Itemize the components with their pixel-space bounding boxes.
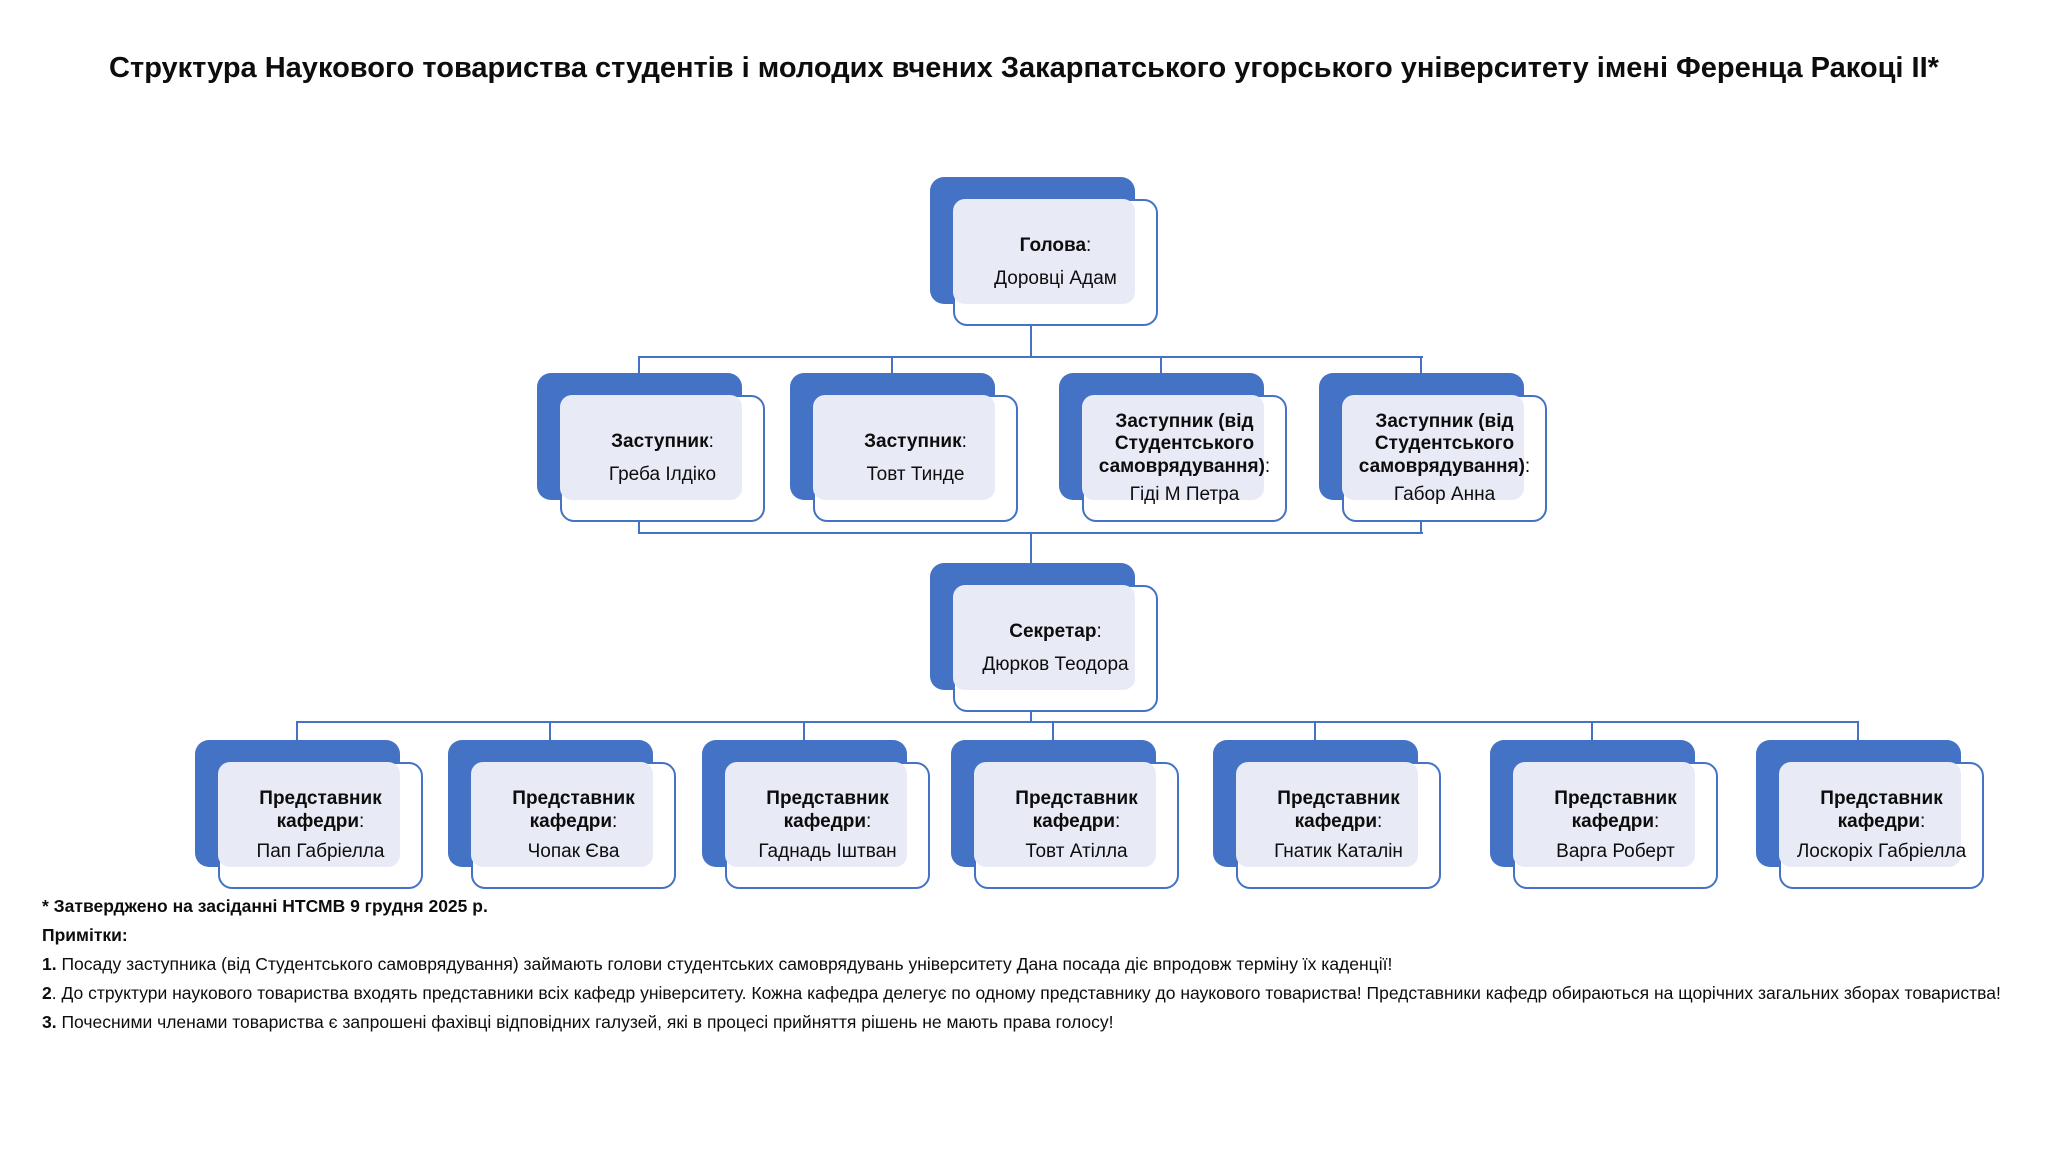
org-box-representative-4 (951, 740, 1179, 889)
role-label: Заступник: (611, 430, 714, 452)
connector-line (1857, 721, 1859, 742)
org-box-deputy-1 (537, 373, 765, 522)
org-box-representative-2 (448, 740, 676, 889)
role-label: Представник кафедри: (259, 788, 382, 832)
connector-line (1052, 721, 1054, 742)
role-label: Представник кафедри: (1015, 788, 1138, 832)
connector-line (1591, 721, 1593, 742)
org-box-deputy-3 (1059, 373, 1287, 522)
connector-line (296, 721, 298, 742)
connector-line (639, 356, 1423, 358)
role-label: Заступник: (864, 430, 967, 452)
footnotes (42, 896, 2022, 1041)
org-box-chair (930, 177, 1158, 326)
org-box-deputy-4 (1319, 373, 1547, 522)
connector-line (1030, 532, 1032, 566)
org-box-secretary (930, 563, 1158, 712)
notes-label: Примітки: (42, 925, 128, 945)
role-label: Представник кафедри: (1820, 788, 1943, 832)
role-label: Заступник (від Студентського самоврядування): (1358, 410, 1531, 477)
org-box-representative-7 (1756, 740, 1984, 889)
person-name: Варга Роберт (1556, 840, 1675, 862)
role-label: Представник кафедри: (1277, 788, 1400, 832)
person-name: Габор Анна (1393, 484, 1496, 506)
note-3: 3. Почесними членами товариства є запрошені фахівці відповідних галузей, які в процесі прийняття рішень не мають права голосу! (42, 1012, 1114, 1032)
org-box-deputy-2 (790, 373, 1018, 522)
person-name: Пап Габріелла (256, 840, 385, 862)
role-label: Представник кафедри: (1554, 788, 1677, 832)
approval-note: * Затверджено на засіданні НТСМВ 9 грудня 2025 р. (42, 896, 488, 916)
person-name: Товт Тинде (866, 464, 965, 486)
person-name: Лоскоріх Габріелла (1796, 840, 1967, 862)
page-title: Структура Наукового товариства студентів і молодих вчених Закарпатського угорського університету імені Ференца Ракоці II* (109, 52, 1939, 84)
person-name: Гаднадь Іштван (758, 840, 897, 862)
person-name: Чопак Єва (527, 840, 620, 862)
role-label: Представник кафедри: (766, 788, 889, 832)
person-name: Доровці Адам (994, 268, 1117, 290)
person-name: Дюрков Теодора (982, 654, 1129, 676)
org-box-representative-1 (195, 740, 423, 889)
person-name: Гіді М Петра (1129, 484, 1240, 506)
org-box-representative-6 (1490, 740, 1718, 889)
org-box-representative-3 (702, 740, 930, 889)
role-label: Заступник (від Студентського самоврядування): (1098, 410, 1271, 477)
note-1: 1. Посаду заступника (від Студентського самоврядування) займають голови студентських самоврядувань університету Дана посада діє впродовж терміну їх каденції! (42, 954, 1393, 974)
person-name: Гнатик Каталін (1274, 840, 1403, 862)
org-box-representative-5 (1213, 740, 1441, 889)
connector-line (296, 721, 1859, 723)
role-label: Голова: (1019, 234, 1092, 256)
note-2: 2. До структури наукового товариства входять представники всіх кафедр університету. Кожна кафедра делегує по одному представнику до наукового товариства! Представники кафедр обираються на щорічних загальних зборах товариства! (42, 983, 2001, 1003)
role-label: Представник кафедри: (512, 788, 635, 832)
connector-line (803, 721, 805, 742)
person-name: Греба Ілдіко (608, 464, 717, 486)
person-name: Товт Атілла (1025, 840, 1128, 862)
connector-line (549, 721, 551, 742)
connector-line (1314, 721, 1316, 742)
role-label: Секретар: (1009, 620, 1102, 642)
